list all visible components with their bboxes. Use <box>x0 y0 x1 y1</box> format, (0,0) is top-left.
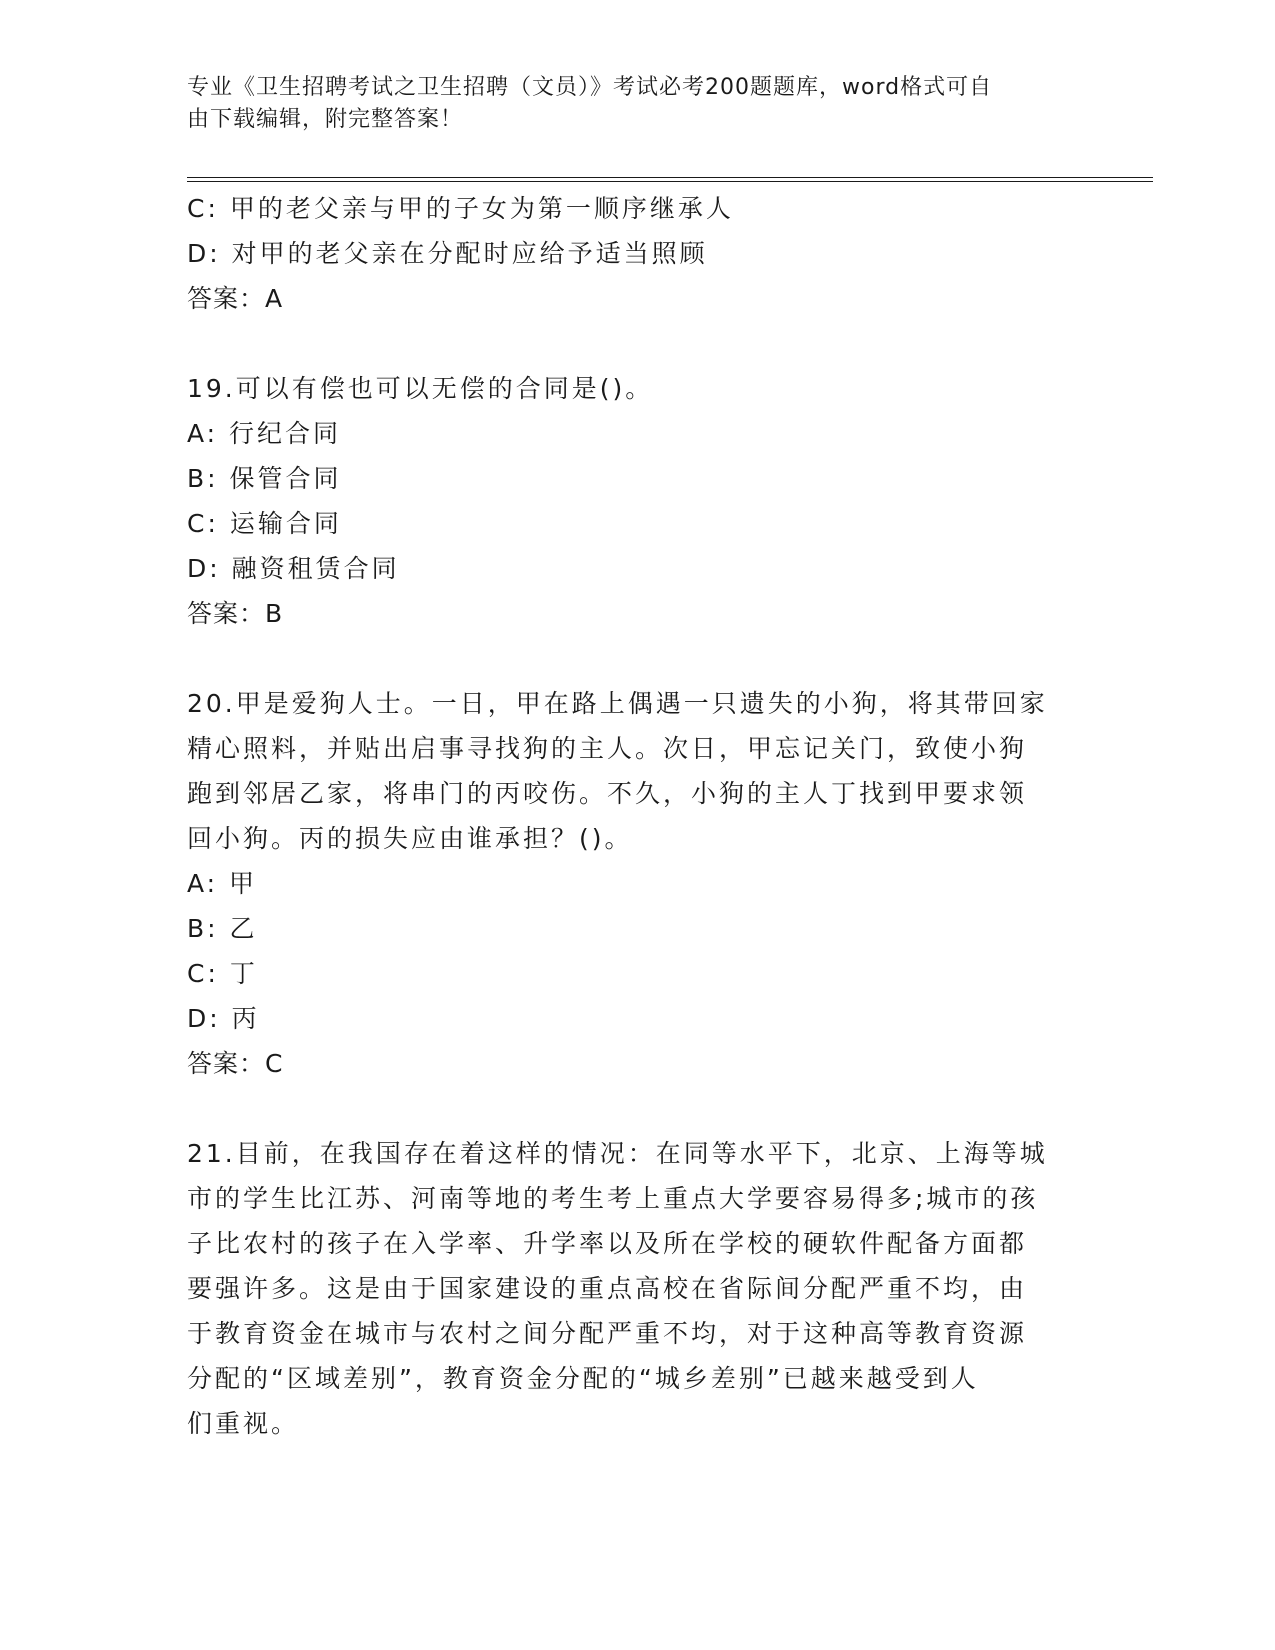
option-c: C: 运输合同 <box>187 509 342 538</box>
document-body <box>187 186 1067 1446</box>
option-d: D: 对甲的老父亲在分配时应给予适当照顾 <box>187 239 708 268</box>
stem-line: 分配的“区域差别”，教育资金分配的“城乡差别”已越来越受到人 <box>187 1364 979 1393</box>
stem-line: 20.甲是爱狗人士。一日，甲在路上偶遇一只遗失的小狗，将其带回家 <box>187 689 1048 718</box>
option-d: D: 融资租赁合同 <box>187 554 400 583</box>
stem-line: 于教育资金在城市与农村之间分配严重不均，对于这种高等教育资源 <box>187 1319 1028 1348</box>
page-header <box>187 72 1067 136</box>
stem-line: 跑到邻居乙家，将串门的丙咬伤。不久，小狗的主人丁找到甲要求领 <box>187 779 1028 808</box>
option-d: D: 丙 <box>187 1004 260 1033</box>
question-stem <box>187 1131 1067 1446</box>
stem-line: 21.目前，在我国存在着这样的情况：在同等水平下，北京、上海等城 <box>187 1139 1048 1168</box>
question-stem: 19.可以有偿也可以无偿的合同是()。 <box>187 374 654 403</box>
question-21 <box>187 1131 1067 1446</box>
answer-line: 答案：B <box>187 599 284 628</box>
option-c: C: 甲的老父亲与甲的子女为第一顺序继承人 <box>187 194 734 223</box>
stem-line: 们重视。 <box>187 1409 300 1438</box>
stem-line: 要强许多。这是由于国家建设的重点高校在省际间分配严重不均，由 <box>187 1274 1028 1303</box>
header-line-1: 专业《卫生招聘考试之卫生招聘（文员）》考试必考200题题库，word格式可自 <box>187 75 993 100</box>
answer-line: 答案：C <box>187 1049 284 1078</box>
question-19 <box>187 366 1067 636</box>
question-stem <box>187 681 1067 861</box>
option-a: A: 行纪合同 <box>187 419 342 448</box>
option-a: A: 甲 <box>187 869 258 898</box>
spacer <box>187 321 1067 366</box>
option-c: C: 丁 <box>187 959 258 988</box>
option-b: B: 保管合同 <box>187 464 342 493</box>
header-divider <box>187 177 1153 182</box>
stem-line: 子比农村的孩子在入学率、升学率以及所在学校的硬软件配备方面都 <box>187 1229 1028 1258</box>
question-18-tail <box>187 186 1067 321</box>
stem-line: 市的学生比江苏、河南等地的考生考上重点大学要容易得多;城市的孩 <box>187 1184 1039 1213</box>
question-20 <box>187 681 1067 1086</box>
spacer <box>187 636 1067 681</box>
stem-line: 精心照料，并贴出启事寻找狗的主人。次日，甲忘记关门，致使小狗 <box>187 734 1028 763</box>
header-line-2: 由下载编辑，附完整答案！ <box>187 107 464 132</box>
stem-line: 回小狗。丙的损失应由谁承担？()。 <box>187 824 633 853</box>
spacer <box>187 1086 1067 1131</box>
answer-line: 答案：A <box>187 284 284 313</box>
option-b: B: 乙 <box>187 914 258 943</box>
